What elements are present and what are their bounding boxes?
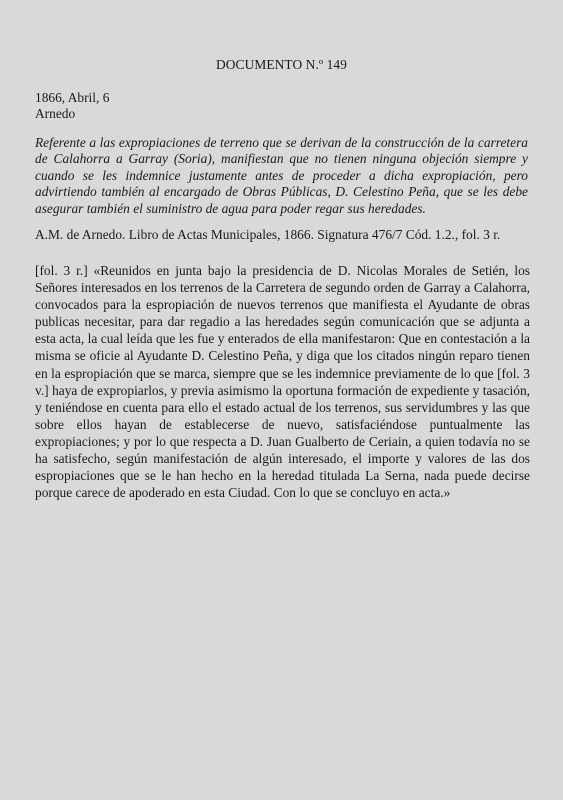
document-body-text: [fol. 3 r.] «Reunidos en junta bajo la presidencia de D. Nicolas Morales de Setién, los Señores interesados en los terrenos de la Carretera de segundo orden de Garray a Calahorra, convocados para la espropiación de nuevos terrenos que manifiesta el Ayudante de obras publicas necesitar, para dar regadio a las heredades según comunicación que se adjunta a esta acta, la cual leída que les fue y enterados de ella manifestaron: Que en contestación a la misma se oficie al Ayudante D. Celestino Peña, y diga que los citados ningún reparo tienen en la espropiación que se marca, siempre que se les indemnice previamente de lo que [fol. 3 v.] haya de expropiarlos, y previa asimismo la oportuna formación de expediente y tasación, y teniéndose en cuenta para ello el estado actual de los terrenos, sus servidumbres y las que sobre ellos hayan de establecerse de nuevo, satisfaciéndose puntualmente las expropiaciones; y por lo que respecta a D. Juan Gualberto de Ceriain, a quien todavía no se ha satisfecho, según manifestación de algún interesado, el importe y valores de las dos espropiaciones que se le han hecho en la heredad titulada La Serna, nada puede decirse porque carece de apoderado en esta Ciudad. Con lo que se concluyo en acta.» xyxy=(35,263,530,501)
date-place-block xyxy=(35,90,109,122)
document-place: Arnedo xyxy=(35,106,76,121)
document-source-citation: A.M. de Arnedo. Libro de Actas Municipales, 1866. Signatura 476/7 Cód. 1.2., fol. 3 r. xyxy=(35,227,501,242)
document-title: DOCUMENTO N.º 149 xyxy=(216,57,347,72)
document-date: 1866, Abril, 6 xyxy=(35,90,110,105)
document-summary: Referente a las expropiaciones de terreno que se derivan de la construcción de la carretera de Calahorra a Garray (Soria), manifiestan que no tienen ninguna objeción siempre y cuando se les indemnice justamente antes de proceder a dicha expropiación, pero advirtiendo también al encargado de Obras Públicas, D. Celestino Peña, que se les debe asegurar también el suministro de agua para poder regar sus heredades. xyxy=(35,135,528,216)
